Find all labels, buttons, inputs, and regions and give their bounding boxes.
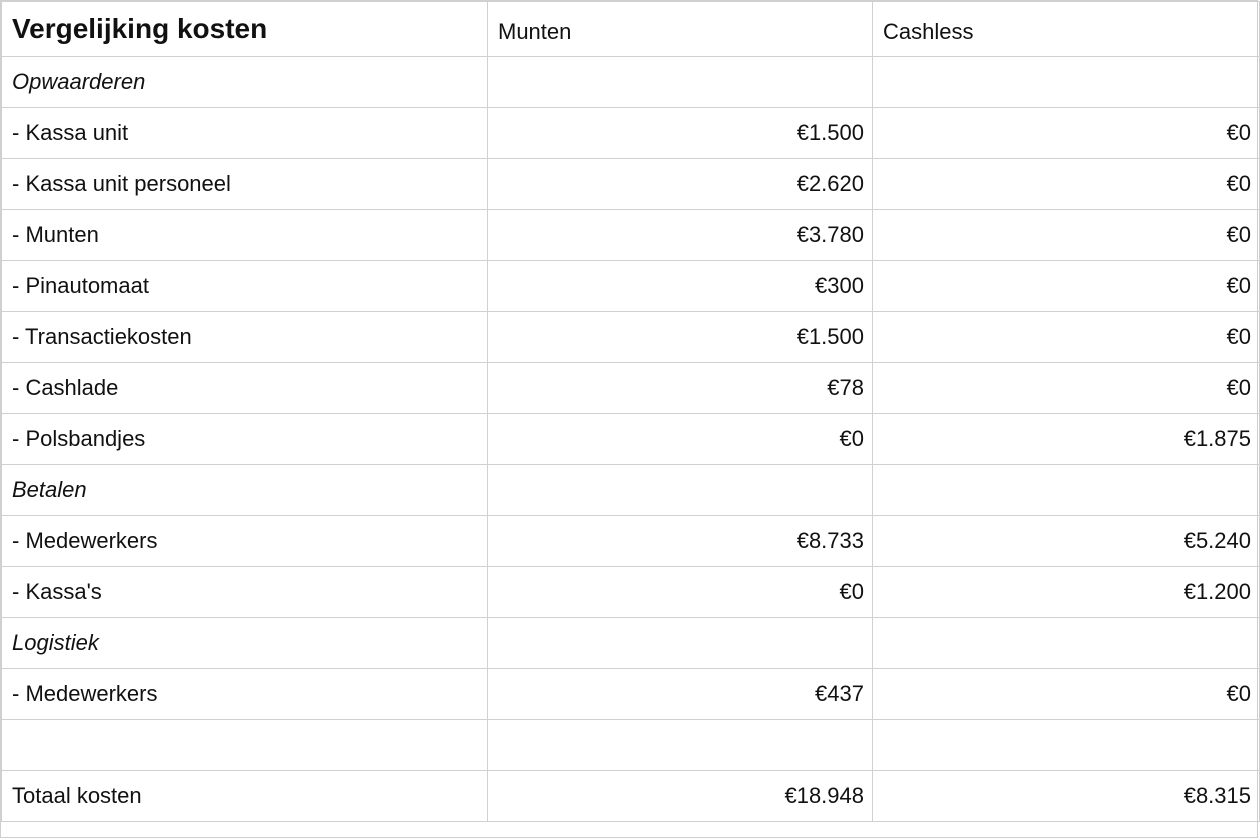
cashless-cell[interactable]: €0 — [873, 669, 1260, 720]
cashless-cell[interactable]: €5.240 — [873, 516, 1260, 567]
cashless-cell[interactable]: €0 — [873, 363, 1260, 414]
munten-cell[interactable]: €0 — [488, 567, 873, 618]
munten-cell[interactable] — [488, 465, 873, 516]
row-label[interactable]: Betalen — [2, 465, 488, 516]
row-label[interactable]: Opwaarderen — [2, 57, 488, 108]
cashless-cell[interactable] — [873, 720, 1260, 771]
munten-cell[interactable]: €1.500 — [488, 312, 873, 363]
table-row — [2, 516, 1260, 567]
cashless-cell[interactable] — [873, 57, 1260, 108]
row-label[interactable] — [2, 720, 488, 771]
munten-cell[interactable]: €18.948 — [488, 771, 873, 822]
table-row — [2, 108, 1260, 159]
munten-cell[interactable] — [488, 618, 873, 669]
cashless-cell[interactable]: €0 — [873, 159, 1260, 210]
table-row — [2, 210, 1260, 261]
cashless-cell[interactable] — [873, 618, 1260, 669]
row-label[interactable]: - Kassa unit — [2, 108, 488, 159]
row-label[interactable]: Totaal kosten — [2, 771, 488, 822]
table-row — [2, 414, 1260, 465]
munten-cell[interactable]: €0 — [488, 414, 873, 465]
table-title[interactable]: Vergelijking kosten — [2, 2, 488, 57]
row-label[interactable]: - Polsbandjes — [2, 414, 488, 465]
cashless-cell[interactable]: €0 — [873, 108, 1260, 159]
row-label[interactable]: - Munten — [2, 210, 488, 261]
table-row — [2, 567, 1260, 618]
table-row — [2, 159, 1260, 210]
row-label[interactable]: - Kassa unit personeel — [2, 159, 488, 210]
munten-cell[interactable]: €437 — [488, 669, 873, 720]
table-row — [2, 669, 1260, 720]
row-label[interactable]: - Medewerkers — [2, 516, 488, 567]
table-row — [2, 720, 1260, 771]
munten-cell[interactable]: €78 — [488, 363, 873, 414]
section-row — [2, 465, 1260, 516]
cashless-cell[interactable]: €0 — [873, 312, 1260, 363]
row-label[interactable]: - Pinautomaat — [2, 261, 488, 312]
cashless-cell[interactable]: €8.315 — [873, 771, 1260, 822]
cashless-cell[interactable]: €1.875 — [873, 414, 1260, 465]
munten-cell[interactable]: €1.500 — [488, 108, 873, 159]
munten-cell[interactable]: €8.733 — [488, 516, 873, 567]
cashless-cell[interactable]: €1.200 — [873, 567, 1260, 618]
row-label[interactable]: Logistiek — [2, 618, 488, 669]
cost-comparison-table — [1, 1, 1260, 822]
row-label[interactable]: - Medewerkers — [2, 669, 488, 720]
munten-cell[interactable] — [488, 57, 873, 108]
munten-cell[interactable] — [488, 720, 873, 771]
section-row — [2, 57, 1260, 108]
table-row — [2, 363, 1260, 414]
column-header-cashless[interactable]: Cashless — [873, 2, 1260, 57]
table-row — [2, 261, 1260, 312]
munten-cell[interactable]: €3.780 — [488, 210, 873, 261]
column-header-munten[interactable]: Munten — [488, 2, 873, 57]
cashless-cell[interactable]: €0 — [873, 210, 1260, 261]
row-label[interactable]: - Cashlade — [2, 363, 488, 414]
munten-cell[interactable]: €300 — [488, 261, 873, 312]
cashless-cell[interactable]: €0 — [873, 261, 1260, 312]
cashless-cell[interactable] — [873, 465, 1260, 516]
row-label[interactable]: - Kassa's — [2, 567, 488, 618]
total-row — [2, 771, 1260, 822]
header-row — [2, 2, 1260, 57]
row-label[interactable]: - Transactiekosten — [2, 312, 488, 363]
table-row — [2, 312, 1260, 363]
munten-cell[interactable]: €2.620 — [488, 159, 873, 210]
section-row — [2, 618, 1260, 669]
